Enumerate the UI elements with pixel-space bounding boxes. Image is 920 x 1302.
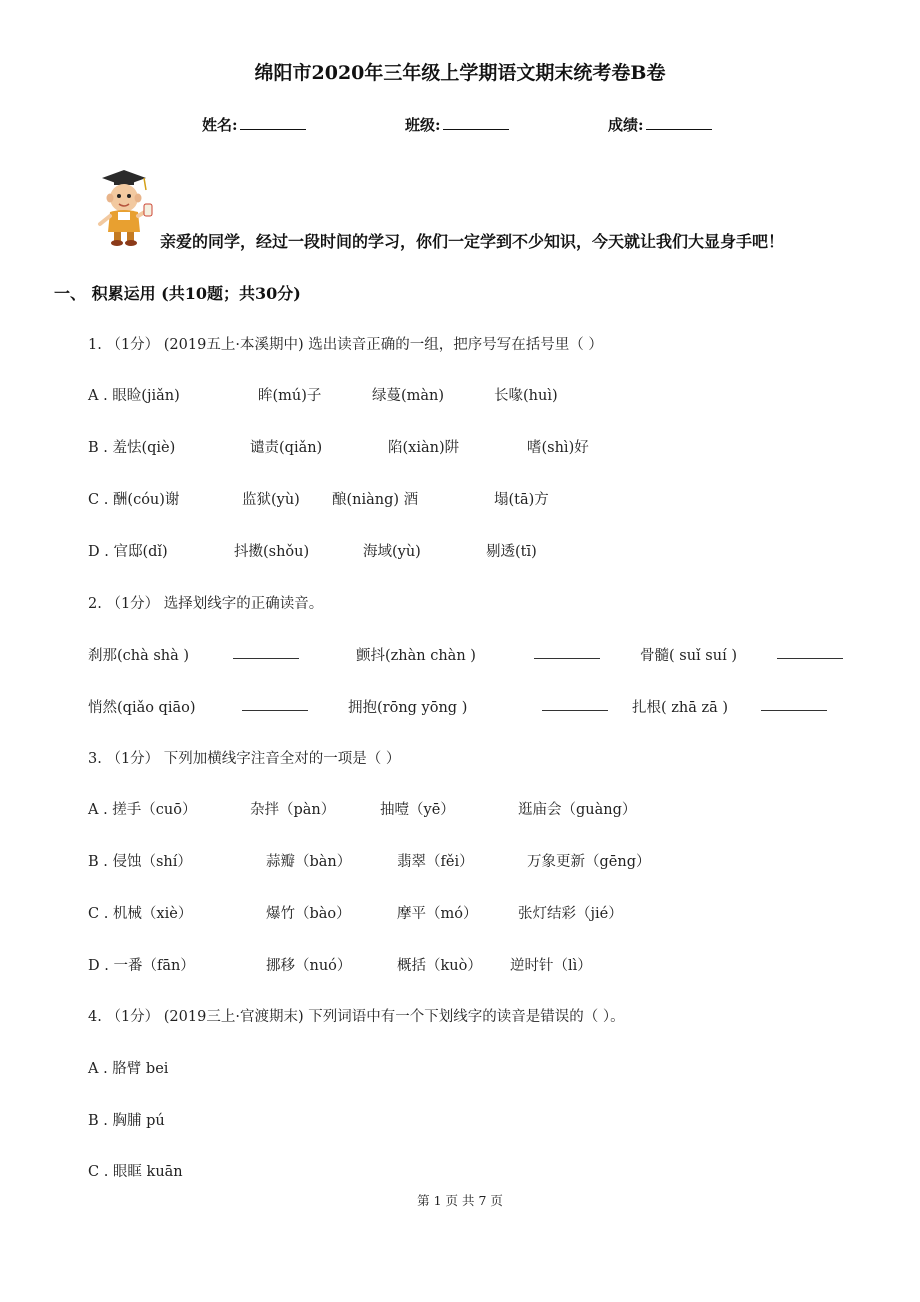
q1-option-d-word4: 剔透(tī) — [486, 544, 537, 560]
q3-option-c-word2: 爆竹（bào） — [266, 906, 351, 922]
q4-option-c[interactable]: C . 眼眶 kuān — [88, 1164, 183, 1180]
name-label: 姓名: — [202, 116, 238, 134]
page-footer: 第 1 页 共 7 页 — [417, 1193, 503, 1208]
q3-option-d-word2: 挪移（nuó） — [266, 958, 352, 974]
q1-option-b[interactable]: B . 羞怯(qiè) — [88, 440, 176, 456]
q2-item-6: 扎根( zhā zā ) — [632, 700, 729, 716]
question-3-stem: 3. （1分） 下列加横线字注音全对的一项是（ ） — [88, 751, 401, 767]
q4-option-a[interactable]: A . 胳臂 bei — [88, 1061, 169, 1077]
class-blank[interactable] — [443, 115, 509, 130]
q1-option-a-word2: 眸(mú)子 — [258, 388, 322, 404]
q1-option-a-word4: 长喙(huì) — [494, 388, 558, 404]
q1-option-a[interactable]: A . 眼睑(jiǎn) — [88, 388, 180, 404]
q1-option-b-word2: 谴责(qiǎn) — [250, 440, 323, 456]
q3-option-d-word3: 概括（kuò） — [397, 958, 482, 974]
student-mascot-icon — [88, 166, 154, 246]
q1-option-a-word3: 绿蔓(màn) — [372, 388, 445, 404]
greeting-text: 亲爱的同学，经过一段时间的学习，你们一定学到不少知识，今天就让我们大显身手吧！ — [160, 232, 785, 251]
q3-option-a-word4: 逛庙会（guàng） — [518, 802, 637, 818]
q3-option-c[interactable]: C . 机械（xiè） — [88, 906, 193, 922]
name-field[interactable] — [202, 114, 306, 135]
q1-option-b-word3: 陷(xiàn)阱 — [388, 440, 460, 456]
section-heading: 一、 积累运用 (共10题；共30分) — [54, 284, 301, 303]
q2-item-5: 拥抱(rōng yōng ) — [348, 700, 468, 716]
q2-item-2: 颤抖(zhàn chàn ) — [356, 648, 476, 664]
q3-option-d-word4: 逆时针（lì） — [510, 958, 592, 974]
q2-answer-blank-5[interactable] — [542, 696, 608, 711]
q2-answer-blank-4[interactable] — [242, 696, 308, 711]
q3-option-c-word4: 张灯结彩（jié） — [518, 906, 623, 922]
q2-item-3: 骨髓( suǐ suí ) — [640, 648, 737, 664]
score-label: 成绩: — [608, 116, 644, 134]
q1-option-d-word2: 抖擞(shǒu) — [234, 544, 310, 560]
class-field[interactable] — [405, 114, 509, 135]
q3-option-c-word3: 摩平（mó） — [397, 906, 478, 922]
q1-option-c[interactable]: C . 酬(cóu)谢 — [88, 492, 180, 508]
q1-option-d[interactable]: D . 官邸(dǐ) — [88, 544, 168, 560]
q3-option-b-word2: 蒜瓣（bàn） — [266, 854, 352, 870]
q2-item-1: 刹那(chà shà ) — [88, 648, 190, 664]
page-title: 绵阳市2020年三年级上学期语文期末统考卷B卷 — [254, 62, 666, 84]
q3-option-a-word2: 杂拌（pàn） — [250, 802, 336, 818]
q3-option-b[interactable]: B . 侵蚀（shí） — [88, 854, 192, 870]
q3-option-b-word4: 万象更新（gēng） — [527, 854, 651, 870]
score-blank[interactable] — [646, 115, 712, 130]
class-label: 班级: — [405, 116, 441, 134]
question-2-stem: 2. （1分） 选择划线字的正确读音。 — [88, 596, 324, 612]
q1-option-d-word3: 海域(yù) — [363, 544, 421, 560]
name-blank[interactable] — [240, 115, 306, 130]
question-1-stem: 1. （1分） (2019五上·本溪期中) 选出读音正确的一组，把序号写在括号里（ ） — [88, 337, 603, 353]
q2-answer-blank-6[interactable] — [761, 696, 827, 711]
question-4-stem: 4. （1分） (2019三上·官渡期末) 下列词语中有一个下划线字的读音是错误的（ ）。 — [88, 1009, 625, 1025]
score-field[interactable] — [608, 114, 712, 135]
q3-option-d[interactable]: D . 一番（fān） — [88, 958, 195, 974]
q2-answer-blank-2[interactable] — [534, 644, 600, 659]
q2-item-4: 悄然(qiǎo qiāo) — [88, 700, 196, 716]
q1-option-b-word4: 嗜(shì)好 — [527, 440, 589, 456]
q2-answer-blank-1[interactable] — [233, 644, 299, 659]
q2-answer-blank-3[interactable] — [777, 644, 843, 659]
q1-option-c-word3: 酿(niàng) 酒 — [332, 492, 419, 508]
q1-option-c-word4: 塌(tā)方 — [494, 492, 549, 508]
q3-option-b-word3: 翡翠（fěi） — [397, 854, 474, 870]
q3-option-a[interactable]: A . 搓手（cuō） — [88, 802, 197, 818]
q3-option-a-word3: 抽噎（yē） — [380, 802, 455, 818]
q1-option-c-word2: 监狱(yù) — [242, 492, 300, 508]
q4-option-b[interactable]: B . 胸脯 pú — [88, 1113, 165, 1129]
